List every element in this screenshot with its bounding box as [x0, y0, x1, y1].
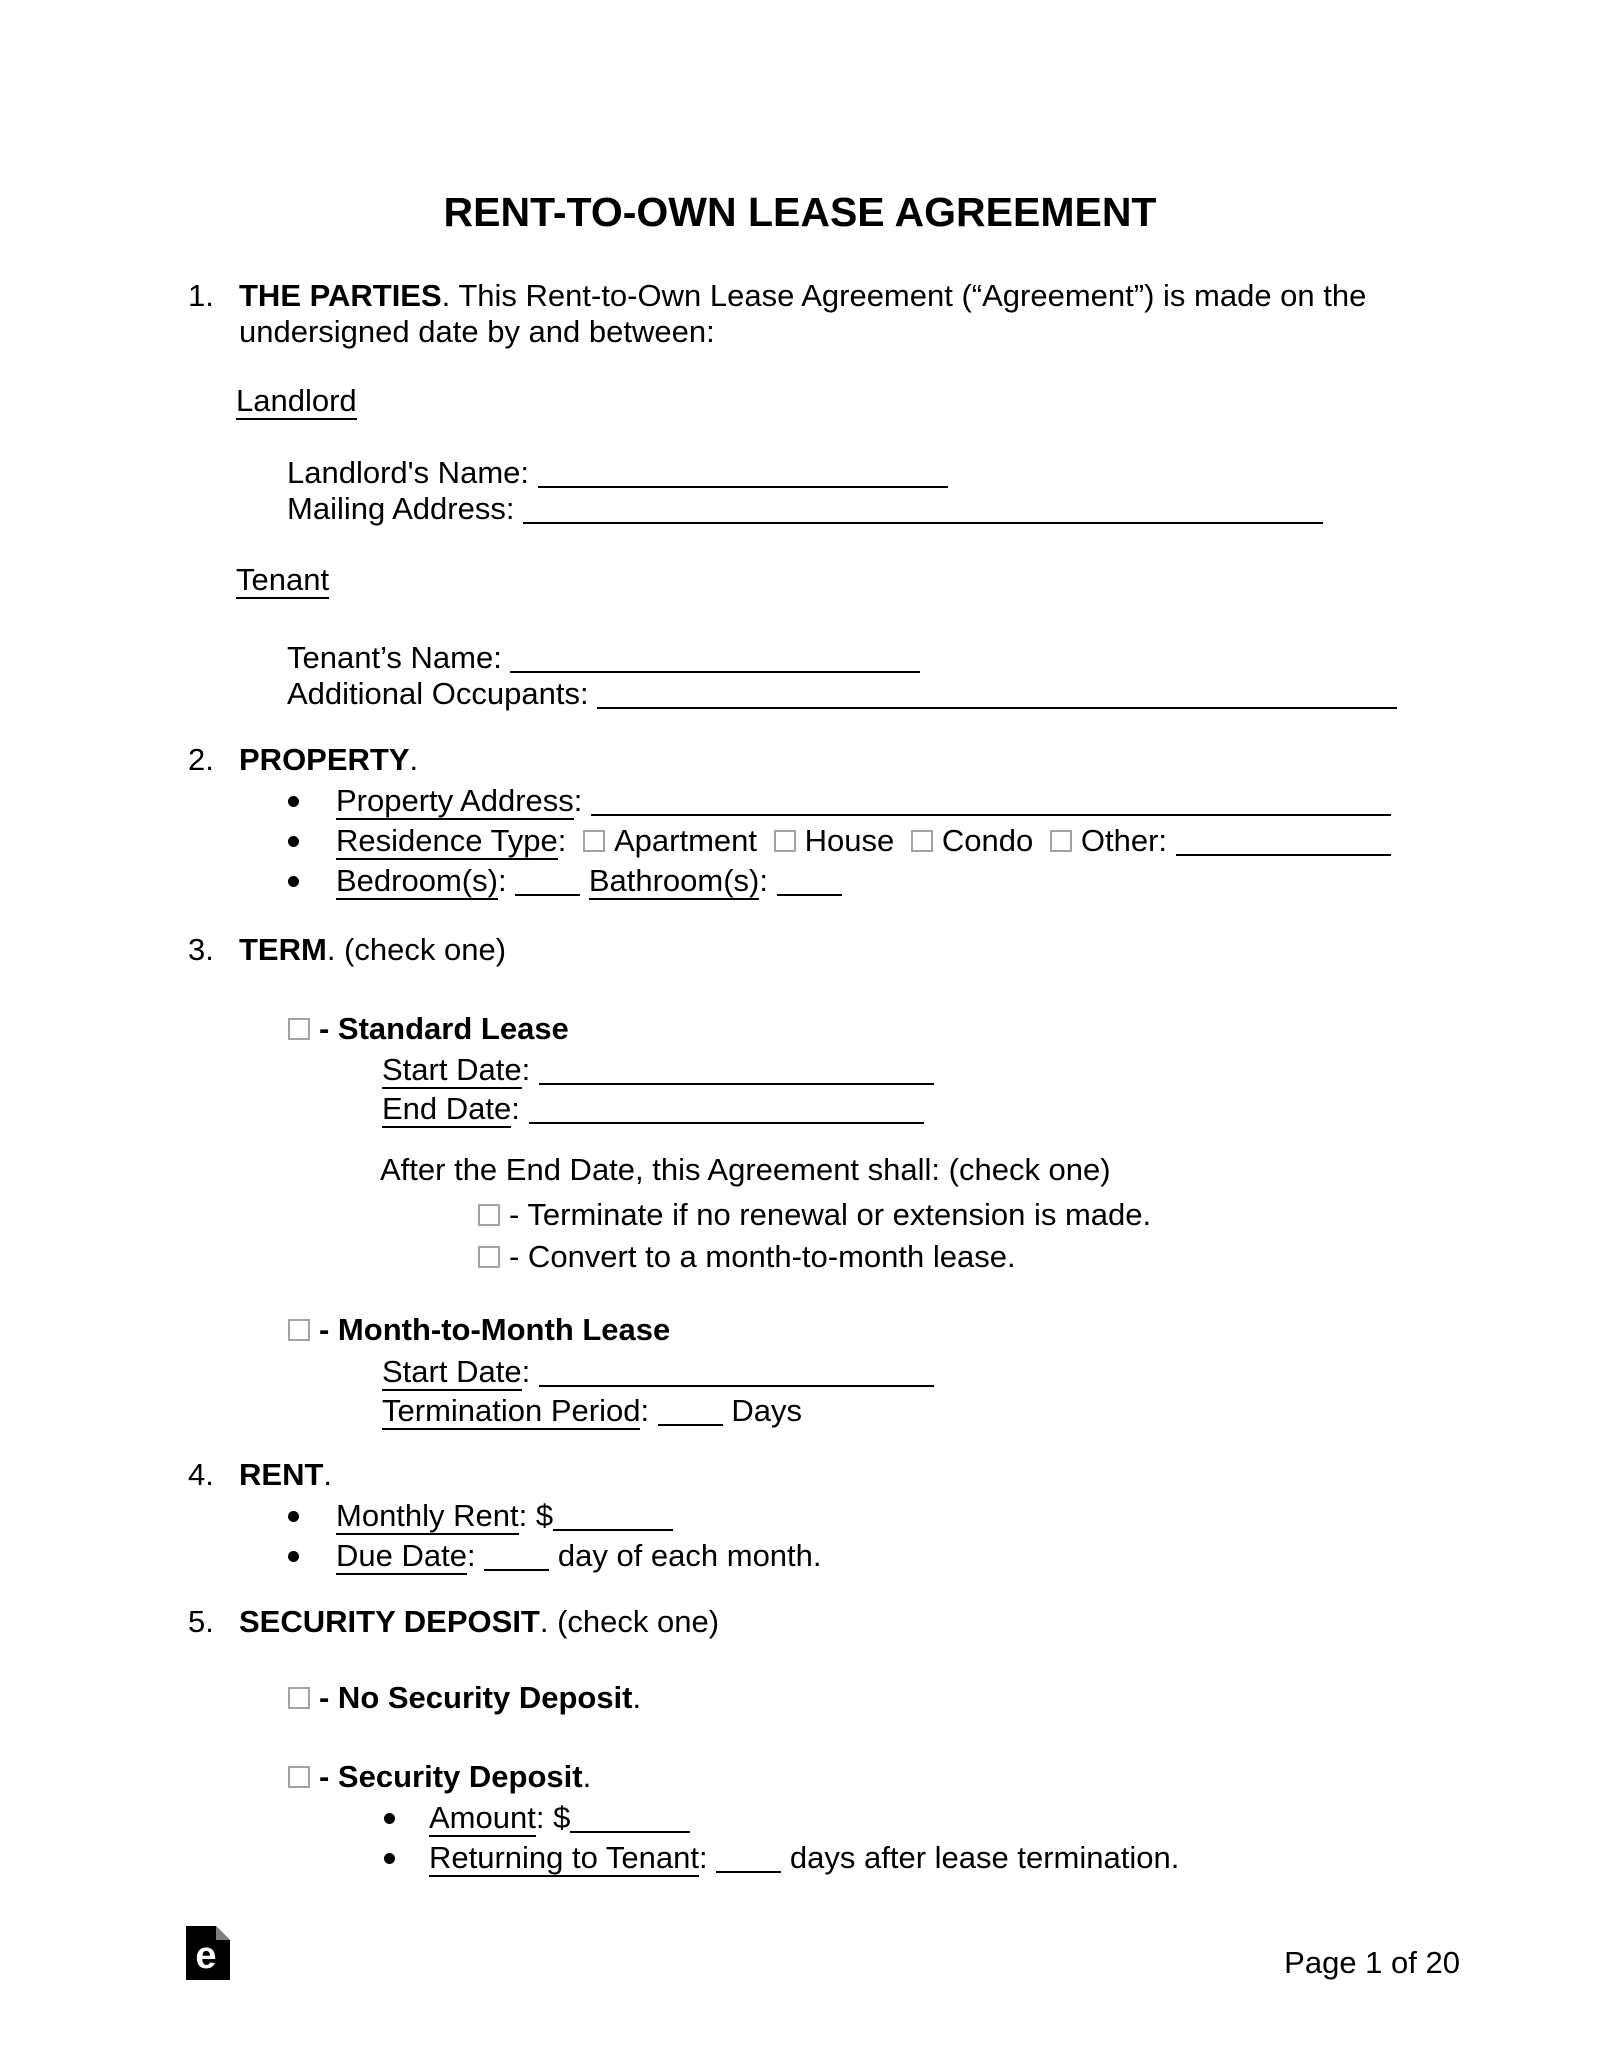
section-the-parties: [188, 278, 1430, 350]
due-date-label: Due Date: [336, 1538, 467, 1573]
termination-period-row: [382, 1391, 1600, 1430]
monthly-rent-row: [336, 1496, 1600, 1536]
convert-option-row: [478, 1236, 1600, 1278]
month-to-month-option: [288, 1312, 1600, 1348]
section-number: 2.: [188, 742, 214, 777]
landlord-name-input-line[interactable]: [538, 462, 948, 488]
colon: :: [521, 1052, 531, 1087]
section-heading: PROPERTY: [239, 742, 410, 777]
section-heading-suffix: . (check one): [326, 932, 507, 967]
bullet-icon: [384, 1853, 395, 1864]
landlord-fields: [287, 455, 1600, 527]
security-deposit-label: - Security Deposit: [319, 1759, 583, 1794]
section-body-line2: undersigned date by and between:: [239, 314, 715, 349]
section-term: [188, 932, 1430, 968]
apartment-checkbox[interactable]: [583, 830, 605, 852]
terminate-option-row: [478, 1194, 1600, 1236]
section-heading-suffix: . (check one): [539, 1604, 720, 1639]
rent-list: [336, 1496, 1600, 1576]
m2m-start-date-row: [382, 1352, 1600, 1391]
section-heading: SECURITY DEPOSIT: [239, 1604, 540, 1639]
returning-to-tenant-row: [429, 1838, 1600, 1878]
section-heading: RENT: [239, 1457, 324, 1492]
landlord-name-row: [287, 455, 1600, 491]
tenant-name-label: Tenant’s Name: [287, 640, 494, 675]
dollar-sign: $: [535, 1498, 554, 1533]
other-checkbox[interactable]: [1050, 830, 1072, 852]
m2m-start-date-input-line[interactable]: [539, 1361, 934, 1387]
tenant-fields: [287, 640, 1600, 712]
no-security-deposit-checkbox[interactable]: [288, 1687, 310, 1709]
bathrooms-input-line[interactable]: [777, 870, 842, 896]
bullet-icon: [288, 876, 299, 887]
condo-checkbox[interactable]: [911, 830, 933, 852]
landlord-heading: [236, 383, 1600, 419]
other-option-label: Other: [1080, 823, 1159, 858]
monthly-rent-label: Monthly Rent: [336, 1498, 519, 1533]
section-body-line1: . This Rent-to-Own Lease Agreement (“Agreement”) is made on the: [441, 278, 1367, 313]
bullet-icon: [288, 1551, 299, 1562]
tenant-heading: [236, 562, 1600, 598]
colon: :: [759, 863, 768, 898]
bullet-icon: [288, 1511, 299, 1522]
no-security-deposit-suffix: .: [632, 1680, 642, 1715]
colon: :: [520, 455, 530, 490]
m2m-start-date-label: Start Date: [382, 1354, 522, 1389]
section-number: 1.: [188, 278, 214, 313]
apartment-option-label: Apartment: [614, 823, 758, 858]
end-date-input-line[interactable]: [529, 1098, 924, 1124]
convert-checkbox[interactable]: [478, 1246, 500, 1268]
amount-row: [429, 1798, 1600, 1838]
document-page-icon: [186, 1926, 230, 1980]
colon: :: [505, 491, 515, 526]
month-to-month-checkbox[interactable]: [288, 1319, 310, 1341]
month-to-month-label: - Month-to-Month Lease: [319, 1312, 671, 1347]
mailing-address-label: Mailing Address: [287, 491, 506, 526]
colon: :: [497, 863, 507, 898]
property-address-row: [336, 781, 1600, 821]
colon: :: [466, 1538, 476, 1573]
returning-to-tenant-input-line[interactable]: [716, 1847, 781, 1873]
tenant-name-row: [287, 640, 1600, 676]
section-heading: TERM: [239, 932, 327, 967]
tenant-name-input-line[interactable]: [510, 647, 920, 673]
colon: :: [1158, 823, 1168, 858]
section-rent: [188, 1457, 1430, 1493]
start-date-input-line[interactable]: [539, 1059, 934, 1085]
colon: :: [573, 783, 583, 818]
page-number: Page 1 of 20: [1284, 1945, 1460, 1980]
terminate-checkbox[interactable]: [478, 1204, 500, 1226]
termination-period-label: Termination Period: [382, 1393, 641, 1428]
property-address-label: Property Address: [336, 783, 574, 818]
end-date-row: [382, 1089, 1600, 1128]
dollar-sign: $: [553, 1800, 571, 1835]
bedrooms-bathrooms-row: [336, 861, 1600, 901]
no-security-deposit-label: - No Security Deposit: [319, 1680, 633, 1715]
security-deposit-option: [288, 1759, 1600, 1795]
section-heading: THE PARTIES: [239, 278, 442, 313]
landlord-name-label: Landlord's Name: [287, 455, 521, 490]
standard-lease-fields: [382, 1050, 1600, 1128]
logo-letter: e: [195, 1935, 217, 1977]
landlord-heading-label: Landlord: [236, 383, 357, 418]
due-date-row: [336, 1536, 1600, 1576]
condo-option-label: Condo: [941, 823, 1034, 858]
bullet-icon: [288, 796, 299, 807]
amount-input-line[interactable]: [570, 1807, 690, 1833]
bedrooms-label: Bedroom(s): [336, 863, 498, 898]
colon: :: [511, 1091, 520, 1126]
security-deposit-checkbox[interactable]: [288, 1766, 310, 1788]
mailing-address-row: [287, 491, 1600, 527]
section-number: 3.: [188, 932, 214, 967]
bullet-icon: [288, 836, 299, 847]
house-option-label: House: [804, 823, 895, 858]
page-title: RENT-TO-OWN LEASE AGREEMENT: [443, 189, 1157, 235]
colon: :: [521, 1354, 531, 1389]
colon: :: [535, 1800, 545, 1835]
convert-option-label: - Convert to a month-to-month lease.: [509, 1239, 1016, 1274]
end-date-label: End Date: [382, 1091, 512, 1126]
colon: :: [557, 823, 567, 858]
section-number: 4.: [188, 1457, 214, 1492]
residence-type-label: Residence Type: [336, 823, 558, 858]
eforms-logo: [186, 1926, 230, 1980]
returning-to-tenant-label: Returning to Tenant: [429, 1840, 700, 1875]
standard-lease-option: [288, 1011, 1600, 1047]
start-date-label: Start Date: [382, 1052, 522, 1087]
terminate-option-label: - Terminate if no renewal or extension is made.: [509, 1197, 1152, 1232]
returning-to-tenant-suffix: days after lease termination.: [789, 1840, 1180, 1875]
house-checkbox[interactable]: [774, 830, 796, 852]
after-end-date-text: After the End Date, this Agreement shall: (check one): [380, 1152, 1111, 1187]
no-security-deposit-option: [288, 1680, 1600, 1716]
after-end-date-options: [478, 1194, 1600, 1278]
after-end-date-paragraph: [380, 1152, 1600, 1188]
due-date-suffix: day of each month.: [557, 1538, 822, 1573]
section-heading-suffix: .: [323, 1457, 333, 1492]
section-property: [188, 742, 1430, 778]
standard-lease-label: - Standard Lease: [319, 1011, 569, 1046]
colon: :: [493, 640, 502, 675]
due-date-input-line[interactable]: [484, 1545, 549, 1571]
bedrooms-input-line[interactable]: [515, 870, 580, 896]
monthly-rent-input-line[interactable]: [553, 1505, 673, 1531]
tenant-heading-label: Tenant: [236, 562, 330, 597]
additional-occupants-label: Additional Occupants: [287, 676, 580, 711]
property-list: [336, 781, 1600, 901]
month-to-month-fields: [382, 1352, 1600, 1430]
additional-occupants-row: [287, 676, 1600, 712]
residence-type-row: [336, 821, 1600, 861]
termination-period-input-line[interactable]: [658, 1400, 723, 1426]
termination-period-suffix: Days: [731, 1393, 802, 1428]
amount-label: Amount: [429, 1800, 536, 1835]
colon: :: [699, 1840, 708, 1875]
other-input-line[interactable]: [1176, 830, 1391, 856]
security-deposit-suffix: .: [582, 1759, 592, 1794]
property-address-input-line[interactable]: [591, 790, 1391, 816]
bathrooms-label: Bathroom(s): [588, 863, 760, 898]
section-number: 5.: [188, 1604, 214, 1639]
start-date-row: [382, 1050, 1600, 1089]
security-deposit-fields: [429, 1798, 1600, 1878]
colon: :: [640, 1393, 650, 1428]
additional-occupants-input-line[interactable]: [597, 683, 1397, 709]
mailing-address-input-line[interactable]: [523, 498, 1323, 524]
section-security-deposit: [188, 1604, 1430, 1640]
bullet-icon: [384, 1813, 395, 1824]
standard-lease-checkbox[interactable]: [288, 1018, 310, 1040]
section-heading-suffix: .: [409, 742, 419, 777]
colon: :: [579, 676, 589, 711]
colon: :: [518, 1498, 528, 1533]
